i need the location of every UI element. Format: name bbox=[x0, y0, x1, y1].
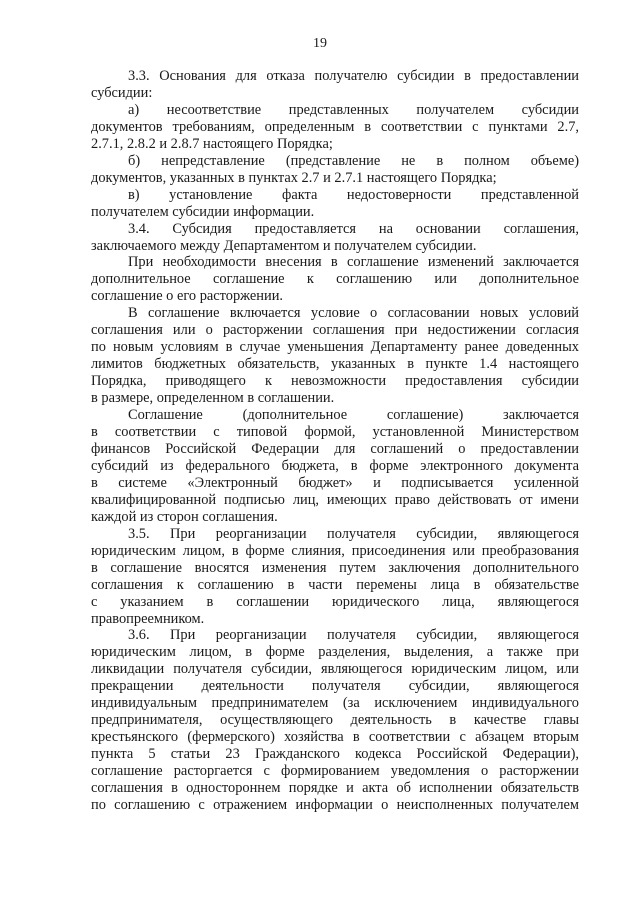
text-line: документов, указанных в пунктах 2.7 и 2.7.1 настоящего Порядка; bbox=[91, 169, 497, 186]
text-line: юридическим лицом, в форме слияния, присоединения или преобразования bbox=[91, 542, 579, 559]
page-number: 19 bbox=[313, 36, 327, 51]
text-line: финансов Российской Федерации для соглашений о предоставлении bbox=[91, 440, 579, 457]
text-line: в соглашение вносятся изменения путем заключения дополнительного bbox=[91, 559, 579, 576]
text-line: индивидуальным предпринимателем (за исключением индивидуального bbox=[91, 695, 579, 712]
text-line: ликвидации получателя субсидии, являющегося юридическим лицом, или bbox=[91, 661, 579, 678]
text-line: соглашение о его расторжении. bbox=[91, 288, 283, 305]
text-line: по новым условиям в случае уменьшения Департаменту ранее доведенных bbox=[91, 339, 579, 356]
text-line: При необходимости внесения в соглашение изменений заключается bbox=[128, 254, 579, 271]
text-line: по соглашению с отражением информации о неисполненных получателем bbox=[91, 796, 579, 813]
text-line: а) несоответствие представленных получателем субсидии bbox=[128, 101, 579, 118]
text-line: б) непредставление (представление не в полном объеме) bbox=[128, 152, 579, 169]
text-line: соглашения в одностороннем порядке и акта об исполнении обязательств bbox=[91, 780, 579, 797]
text-line: субсидий из федерального бюджета, в форме электронного документа bbox=[91, 457, 579, 474]
text-line: документов требованиям, определенным в соответствии с пунктами 2.7, bbox=[91, 118, 579, 135]
text-line: дополнительное соглашение к соглашению или дополнительное bbox=[91, 271, 579, 288]
text-line: 2.7.1, 2.8.2 и 2.8.7 настоящего Порядка; bbox=[91, 135, 333, 152]
text-line: В соглашение включается условие о согласовании новых условий bbox=[128, 305, 579, 322]
text-line: соглашения или о расторжении соглашения при недостижении согласия bbox=[91, 322, 579, 339]
text-line: правопреемником. bbox=[91, 610, 205, 627]
text-line: прекращении деятельности получателя субсидии, являющегося bbox=[91, 678, 579, 695]
text-line: получателем субсидии информации. bbox=[91, 203, 315, 220]
text-line: пункта 5 статьи 23 Гражданского кодекса Российской Федерации), bbox=[91, 746, 579, 763]
text-line: заключаемого между Департаментом и получателем субсидии. bbox=[91, 237, 477, 254]
text-line: лимитов бюджетных обязательств, указанных в пункте 1.4 настоящего bbox=[91, 356, 579, 373]
text-line: соглашение расторгается с формированием уведомления о расторжении bbox=[91, 763, 579, 780]
text-line: 3.5. При реорганизации получателя субсидии, являющегося bbox=[128, 525, 579, 542]
text-line: предпринимателя, осуществляющего деятельность в качестве главы bbox=[91, 712, 579, 729]
text-line: с указанием в соглашении юридического лица, являющегося bbox=[91, 593, 579, 610]
text-line: крестьянского (фермерского) хозяйства в соответствии с абзацем вторым bbox=[91, 729, 579, 746]
document-body bbox=[91, 68, 579, 814]
text-line: 3.4. Субсидия предоставляется на основании соглашения, bbox=[128, 220, 579, 237]
text-line: в) установление факта недостоверности представленной bbox=[128, 186, 579, 203]
text-line: 3.6. При реорганизации получателя субсидии, являющегося bbox=[128, 627, 579, 644]
text-line: Порядка, приводящего к невозможности предоставления субсидии bbox=[91, 373, 579, 390]
text-line: квалифицированной подписью лиц, имеющих право действовать от имени bbox=[91, 491, 579, 508]
text-line: каждой из сторон соглашения. bbox=[91, 508, 278, 525]
text-line: юридическим лицом, в форме разделения, выделения, а также при bbox=[91, 644, 579, 661]
text-line: в соответствии с типовой формой, установленной Министерством bbox=[91, 424, 579, 441]
text-line: в размере, определенном в соглашении. bbox=[91, 390, 335, 407]
text-line: в системе «Электронный бюджет» и подписывается усиленной bbox=[91, 474, 579, 491]
text-line: субсидии: bbox=[91, 84, 153, 101]
text-line: соглашения к соглашению в части перемены лица в обязательстве bbox=[91, 576, 579, 593]
text-line: 3.3. Основания для отказа получателю субсидии в предоставлении bbox=[128, 68, 579, 84]
text-line: Соглашение (дополнительное соглашение) заключается bbox=[128, 407, 579, 424]
